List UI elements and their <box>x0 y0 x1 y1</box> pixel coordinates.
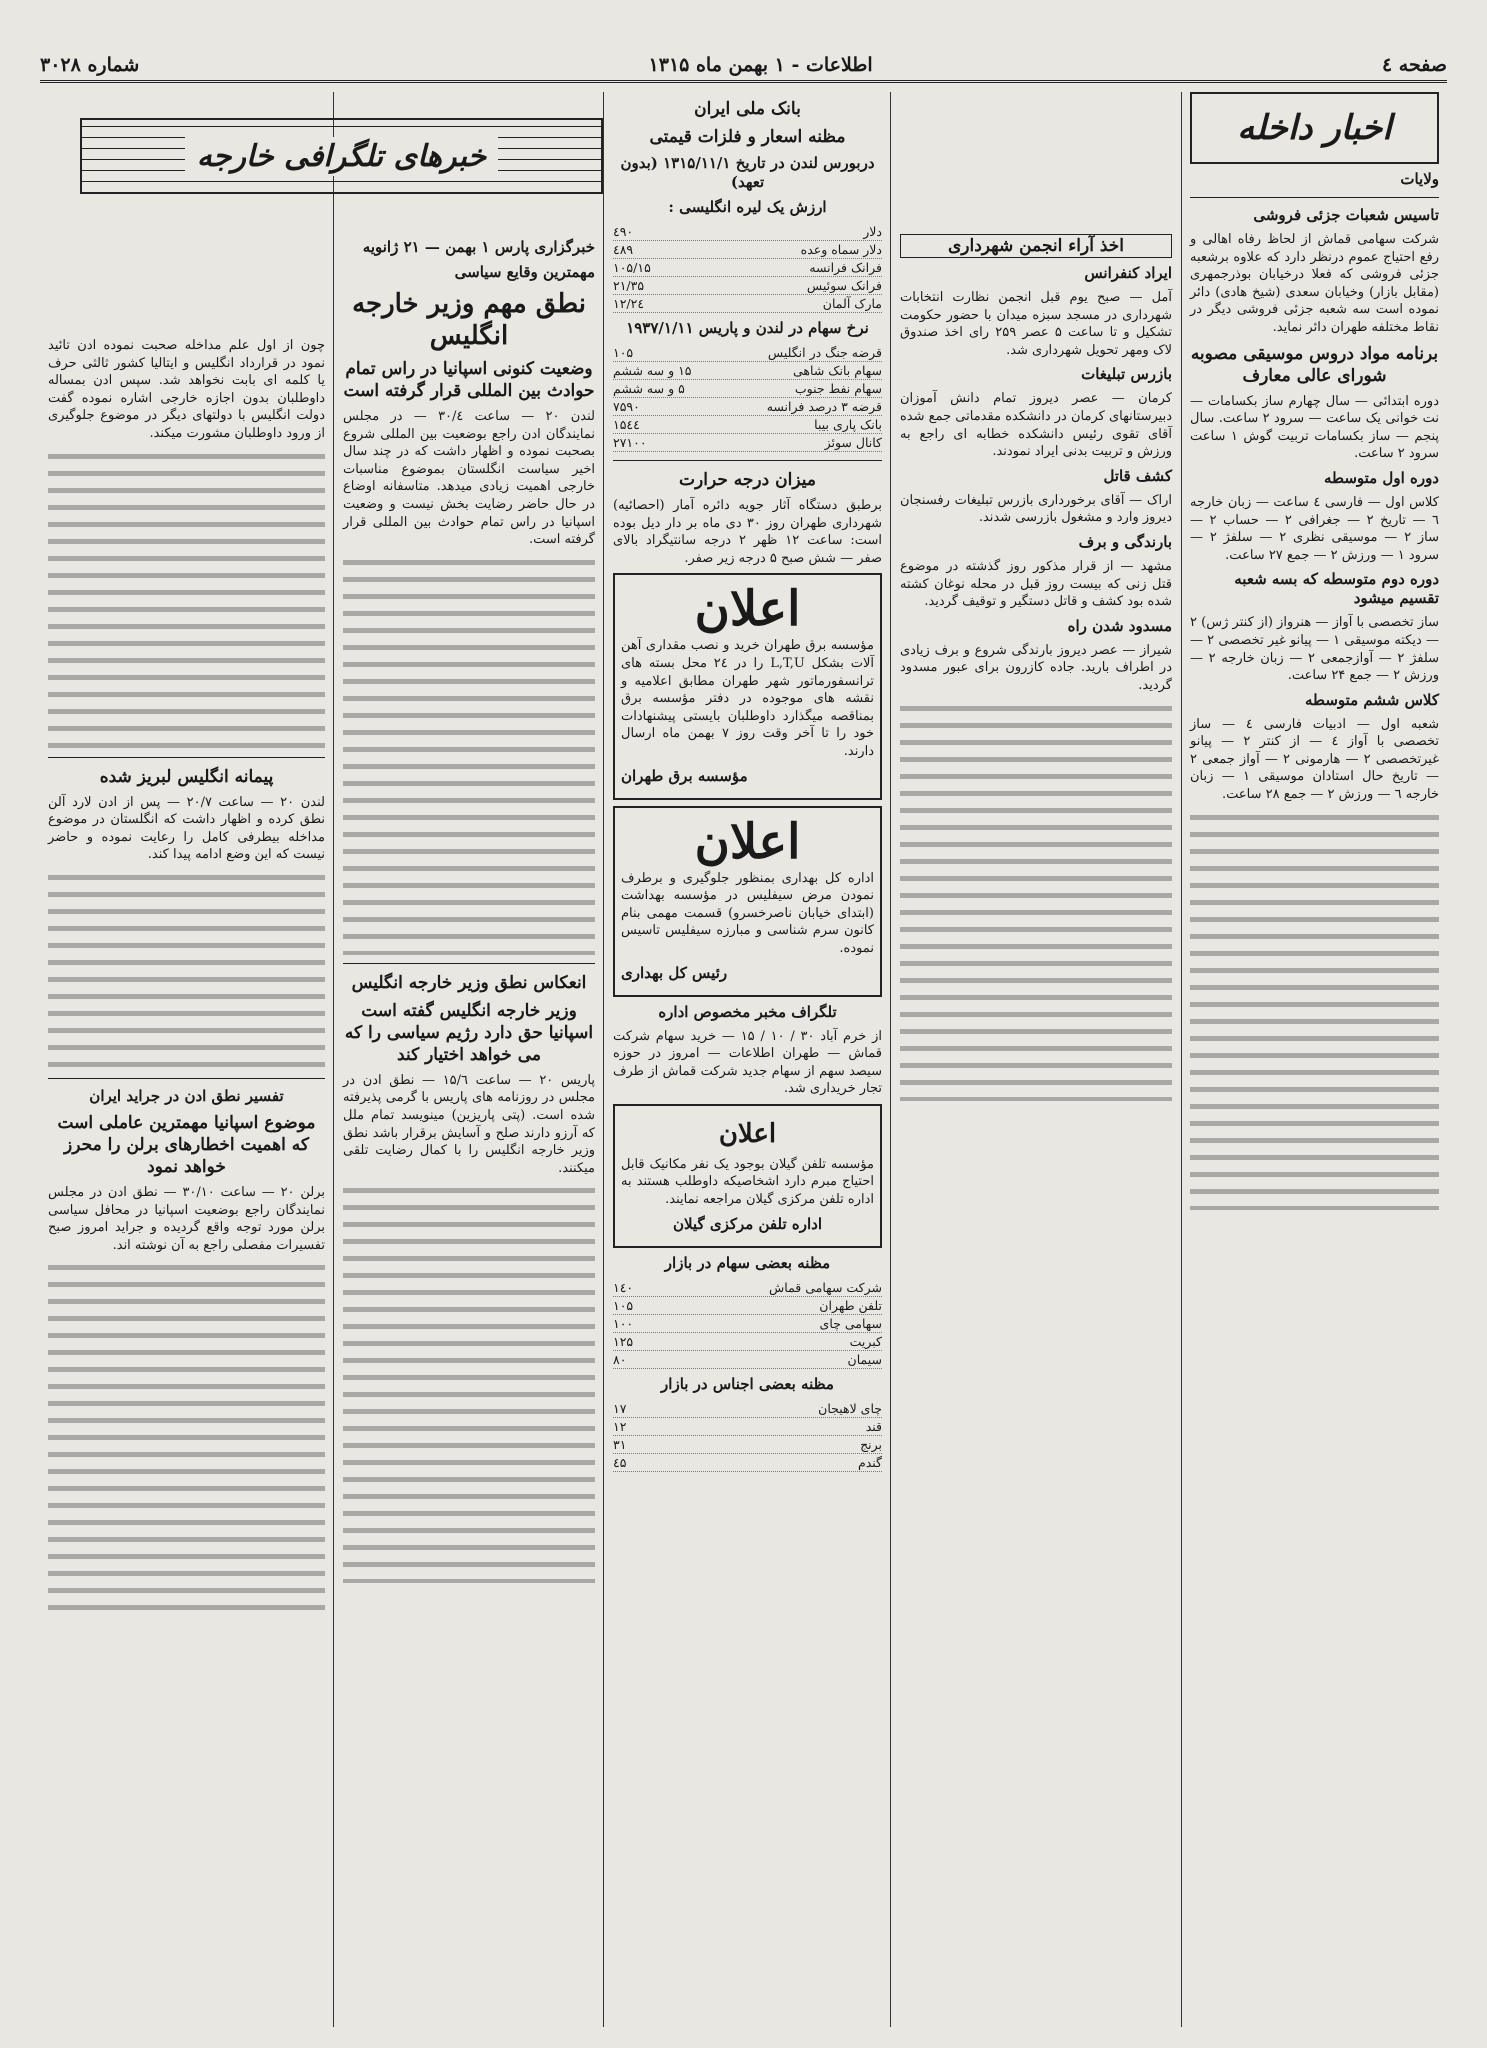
article-title: بارندگی و برف <box>1078 532 1172 551</box>
article-title: برنامه مواد دروس موسیقی مصوبه شورای عالی معارف <box>1190 343 1439 386</box>
article-text: لندن ۲۰ — ساعت ۳۰/٤ — در مجلس نمایندگان ادن راجع بوضعیت بین المللی شروع بصحبت نموده و اظهار داشت که در چند سال اخیر سیاست انگلستان بموضوع مناسبات خارجی اهمیت زیادی میدهد. متاسفانه اوضاع در حال حاضر رضایت بخش نیست و وضعیت اسپانیا در راس تمام حوادث بین المللی قرار گرفته است. <box>343 409 596 548</box>
article-text: کرمان — عصر دیروز تمام دانش آموزان دبیرستانهای کرمان در دانشکده مقدماتی جمع شده آقای تقوی رئیس دانشکده خطابه ای راجع به ورزش و تربیت بدنی ایراد نمودند. <box>900 391 1172 460</box>
stock-row: کانال سوئز ۲۷۱۰۰ <box>613 435 882 450</box>
advertisement <box>613 1104 882 1248</box>
headline: نطق مهم وزیر خارجه انگلیس <box>352 289 586 351</box>
market-row: سهامی چای ۱۰۰ <box>613 1315 882 1331</box>
banner-box: خبرهای تلگرافی خارجه <box>80 118 603 194</box>
ad-text: مؤسسه برق طهران خرید و نصب مقداری آهن آلات بشکل L,T,U را در ۲٤ محل بسته های ترانسفورماتور شهر طهران مطابق اعلامیه و نقشه های موجوده در دفتر مؤسسه برق بمناقصه میگذارد داوطلبان بایستی پیشنهادات خود را تا آخر وقت روز ۷ بهمن ماه ارسال دارند. <box>621 638 875 759</box>
market-row: کبریت ۱۲۵ <box>613 1333 882 1349</box>
bank-subtitle: مظنه اسعار و فلزات قیمتی <box>649 127 846 147</box>
article-text: برلن ۲۰ — ساعت ۳۰/۱۰ — نطق ادن در مجلس نمایندگان راجع بوضعیت اسپانیا در محافل سیاسی برلن مورد توجه واقع گردیده و جراید امروز صبح تفسیرات مفصلی راجع به آن نوشته اند. <box>48 1184 325 1253</box>
text-block-placeholder <box>343 555 595 955</box>
ad-text: مؤسسه تلفن گیلان بوجود یک نفر مکانیک قابل احتیاج مبرم دارد اشخاصیکه داوطلب هستند به اداره تلفن مرکزی گیلان مراجعه نمایند. <box>621 1156 874 1208</box>
article-text: لندن ۲۰ — ساعت ۲۰/۷ — پس از ادن لارد آلن نطق کرده و اظهار داشت که انگلستان در موضوع مداخله بیطرفی کامل را رعایت نموده و حاضر نیست که این وضع ادامه پیدا کند. <box>48 794 325 863</box>
page-header <box>40 50 1447 83</box>
text-block-placeholder <box>343 1183 595 1583</box>
market-row: سیمان ۸۰ <box>613 1351 882 1367</box>
article-title: بازرس تبلیغات <box>1081 365 1172 384</box>
article-title: دوره اول متوسطه <box>1323 468 1439 487</box>
section-subhead: ولایات <box>1400 170 1439 188</box>
foreign-news-banner <box>40 100 603 228</box>
rates-heading: ارزش یک لیره انگلیسی : <box>668 198 827 216</box>
goods-title: مظنه بعضی اجناس در بازار <box>661 1374 834 1393</box>
column-foreign-news-continued <box>40 232 333 2027</box>
text-block-placeholder <box>48 870 325 1070</box>
article-text: کلاس اول — فارسی ٤ ساعت — زبان خارجه ٦ — تاریخ ۲ — جغرافی ۲ — حساب ۲ — ساز ۲ — موسیقی نظری ۲ — سلفژ ۲ — سرود ۱ — ورزش ۲ — جمع ۲۷ ساعت. <box>1190 494 1440 563</box>
rate-row: مارک آلمان ۱۲/۲٤ <box>613 296 882 311</box>
article-text: شیراز — عصر دیروز بارندگی شروع و برف زیادی در اطراف بارید. جاده کازرون برای عبور مسدود گردید. <box>900 642 1172 693</box>
article-title: دوره دوم متوسطه که بسه شعبه تقسیم میشود <box>1234 570 1439 608</box>
column-rule <box>603 92 604 2027</box>
dateline: خبرگزاری پارس ۱ بهمن — ۲۱ ژانویه <box>362 238 595 256</box>
headline-subhead: وضعیت کنونی اسپانیا در راس تمام حوادث بین المللی قرار گرفته است <box>343 359 595 401</box>
column-rule <box>333 92 334 2027</box>
column-foreign-news <box>335 232 603 2027</box>
telegraph-text: از خرم آباد ۳۰ / ۱۰ / ۱۵ — خرید سهام شرکت قماش — طهران اطلاعات — امروز در حوزه سیصد سهم از سهام جدید شرکت قماش از طرف تجار خریداری شد. <box>613 1028 882 1097</box>
article-text: دوره ابتدائی — سال چهارم ساز بکسامات — نت خوانی یک ساعت — سرود ۲ ساعت. سال پنجم — ساز بکسامات تربیت گوش ۱ ساعت سرود ۲ ساعت. <box>1190 393 1439 462</box>
goods-row: گندم ٤۵ <box>613 1454 882 1470</box>
column-market-and-ads <box>605 92 890 2027</box>
article-title: ایراد کنفرانس <box>1084 264 1172 282</box>
ad-text: اداره کل بهداری بمنظور جلوگیری و برطرف نمودن مرض سیفلیس در مؤسسه بهداشت (ابتدای خیابان ناصرخسرو) قسمت مهمی بنام کانون سرم شناسی و مبارزه سیفلیس تاسیس نموده. <box>621 870 874 956</box>
article-subhead: موضوع اسپانیا مهمترین عاملی است که اهمیت اخطارهای برلن را محرز خواهد نمود <box>57 1112 316 1177</box>
text-block-placeholder <box>900 701 1172 1101</box>
article-text: ساز تخصصی با آواز — هنرواز (از کنتر ژس) ۲ — دیکته موسیقی ۱ — پیانو غیر تخصصی ۲ — سلفژ ۲ — آوازجمعی ۲ — زبان خارجه ۲ — ورزش ۲ — جمع ۲۴ ساعت. <box>1190 615 1440 684</box>
ad-title: اعلان <box>694 813 801 870</box>
stock-row: بانک پاری بیبا ۱۵٤٤ <box>613 417 882 432</box>
stock-title: نرخ سهام در لندن و پاریس ۱۹۳۷/۱/۱۱ <box>626 319 869 337</box>
market-title: مظنه بعضی سهام در بازار <box>664 1253 831 1272</box>
market-row: تلفن طهران ۱۰۵ <box>613 1297 882 1313</box>
stock-row: سهام نفط جنوب ۵ و سه ششم <box>613 381 882 396</box>
column-domestic-news <box>1182 92 1447 2027</box>
article-text: چون از اول علم مداخله صحبت نموده ادن تائید نمود در قرارداد انگلیس و ایتالیا کشور ثالثی حرف یا کلمه ای بابت نخواهد شد. سپس ادن بمساله داوطلبان بدون اجازه خارجی اشاره نموده گفت دولت انگلیس با دولتهای دیگر در موضوع جلوگیری از ورود داوطلبان مشورت میکند. <box>48 338 325 441</box>
article-title: کشف قاتل <box>1103 466 1172 485</box>
text-block-placeholder <box>48 1260 325 1620</box>
column-provincial-news <box>892 228 1180 2027</box>
stock-row: سهام بانک شاهی ۱۵ و سه ششم <box>613 363 882 378</box>
telegraph-title: تلگراف مخبر مخصوص اداره <box>658 1002 837 1021</box>
column-rule <box>890 92 891 2027</box>
market-row: شرکت سهامی قماش ۱٤۰ <box>613 1279 882 1295</box>
advertisement <box>613 573 882 799</box>
text-block-placeholder <box>48 449 325 749</box>
issue-date: اطلاعات - ۱ بهمن ماه ۱۳۱۵ <box>648 54 873 76</box>
article-title: پیمانه انگلیس لبریز شده <box>99 766 274 787</box>
article-subhead: وزیر خارجه انگلیس گفته است اسپانیا حق دارد رژیم سیاسی را که می خواهد اختیار کند <box>344 1000 594 1065</box>
goods-row: چای لاهیجان ۱۷ <box>613 1400 882 1416</box>
rate-row: فرانک فرانسه ۱۰۵/۱۵ <box>613 260 882 275</box>
article-title: مسدود شدن راه <box>1067 616 1172 635</box>
ad-title: اعلان <box>694 581 801 638</box>
rate-row: فرانک سوئیس ۲۱/۳۵ <box>613 278 882 293</box>
article-text: شعبه اول — ادبیات فارسی ٤ — ساز تخصصی با آواز ٤ — از کنتر ۲ — پیانو غیرتخصصی ۲ — هارمونی ۲ — آواز جمعی ۲ — تاریخ حال استادان موسیقی ۱ — زبان خارجه ٦ — ورزش ۲ — جمع ۲۸ ساعت. <box>1190 716 1440 803</box>
article-text: پاریس ۲۰ — ساعت ۱۵/٦ — نطق ادن در مجلس در روزنامه های پاریس با گرمی پذیرفته شده است. (پتی پاریزین) مینویسد تمام ملل که آرزو دارند صلح و آسایش برقرار باشد نطق وزیر خارجه انگلیس را با کمال رضایت تلقی میکنند. <box>343 1072 595 1176</box>
temperature-title: میزان درجه حرارت <box>679 470 816 490</box>
section-logo: اخبار داخله <box>1190 92 1439 164</box>
issue-number: شماره ۳۰۲۸ <box>40 54 140 76</box>
article-title: تاسیس شعبات جزئی فروشی <box>1253 206 1439 224</box>
stock-row: قرضه جنگ در انگلیس ۱۰۵ <box>613 345 882 360</box>
bank-date: دربورس لندن در تاریخ ۱۳۱۵/۱۱/۱ (بدون تعهد) <box>620 154 875 191</box>
stock-row: قرضه ۳ درصد فرانسه ۷۵۹۰ <box>613 399 882 414</box>
article-title: کلاس ششم متوسطه <box>1304 690 1439 709</box>
article-title: انعکاس نطق وزیر خارجه انگلیس <box>351 972 587 993</box>
article-text: اراک — آقای برخورداری بازرس تبلیغات رفسنجان دیروز وارد و مشغول بازرسی شدند. <box>900 492 1172 526</box>
goods-row: برنج ۳۱ <box>613 1436 882 1452</box>
page-number: صفحه ٤ <box>1381 54 1447 76</box>
article-text: شرکت سهامی قماش از لحاظ رفاه اهالی و رفع احتیاج عموم درنظر دارد که علاوه برشعبه جزئی فروشی که فعلا درخیابان بوذرجمهری (مقابل بازار) وخیابان سعدی (شیخ هادی) دائر نموده است سه شعبه جزئی فروشی دیگر در نقاط مختلفه طهران دائر نماید. <box>1190 232 1439 335</box>
rate-row: دلار ٤٩٠ <box>613 224 882 239</box>
bank-title: بانک ملی ایران <box>694 99 801 119</box>
article-text: مشهد — از قرار مذکور روز گذشته در موضوع قتل زنی که بیست روز قبل در محله نوغان کشته شده بود کشف و قاتل دستگیر و توقیف گردید. <box>900 558 1172 610</box>
section-subhead: اخذ آراء انجمن شهرداری <box>900 234 1172 258</box>
rate-row: دلار سماه وعده ٤٨٩ <box>613 242 882 257</box>
text-block-placeholder <box>1190 810 1439 1210</box>
ad-signature: مؤسسه برق طهران <box>621 766 748 785</box>
ad-signature: رئیس کل بهداری <box>621 963 728 982</box>
article-text: آمل — صبح یوم قبل انجمن نظارت انتخابات شهرداری در مسجد سبزه میدان با حضور حکومت تشکیل و تا ساعت ۵ عصر ۲۵۹ رای اخذ صندوق لاک ومهر تحویل شهرداری شد. <box>900 290 1172 358</box>
ad-title: اعلان <box>718 1118 777 1149</box>
article-title: تفسیر نطق ادن در جراید ایران <box>89 1086 284 1105</box>
advertisement <box>613 806 882 997</box>
goods-row: قند ۱۲ <box>613 1418 882 1434</box>
ad-signature: اداره تلفن مرکزی گیلان <box>672 1214 823 1233</box>
temperature-text: برطبق دستگاه آثار جویه دائره آمار (احصائیه) شهرداری طهران روز ۳۰ دی ماه بر دار دیل بوده است: ساعت ۱۲ ظهر ۲ درجه سانتیگراد بالای صفر — شش صبح ۵ درجه زیر صفر. <box>613 498 882 566</box>
kicker: مهمترین وقایع سیاسی <box>454 263 595 281</box>
